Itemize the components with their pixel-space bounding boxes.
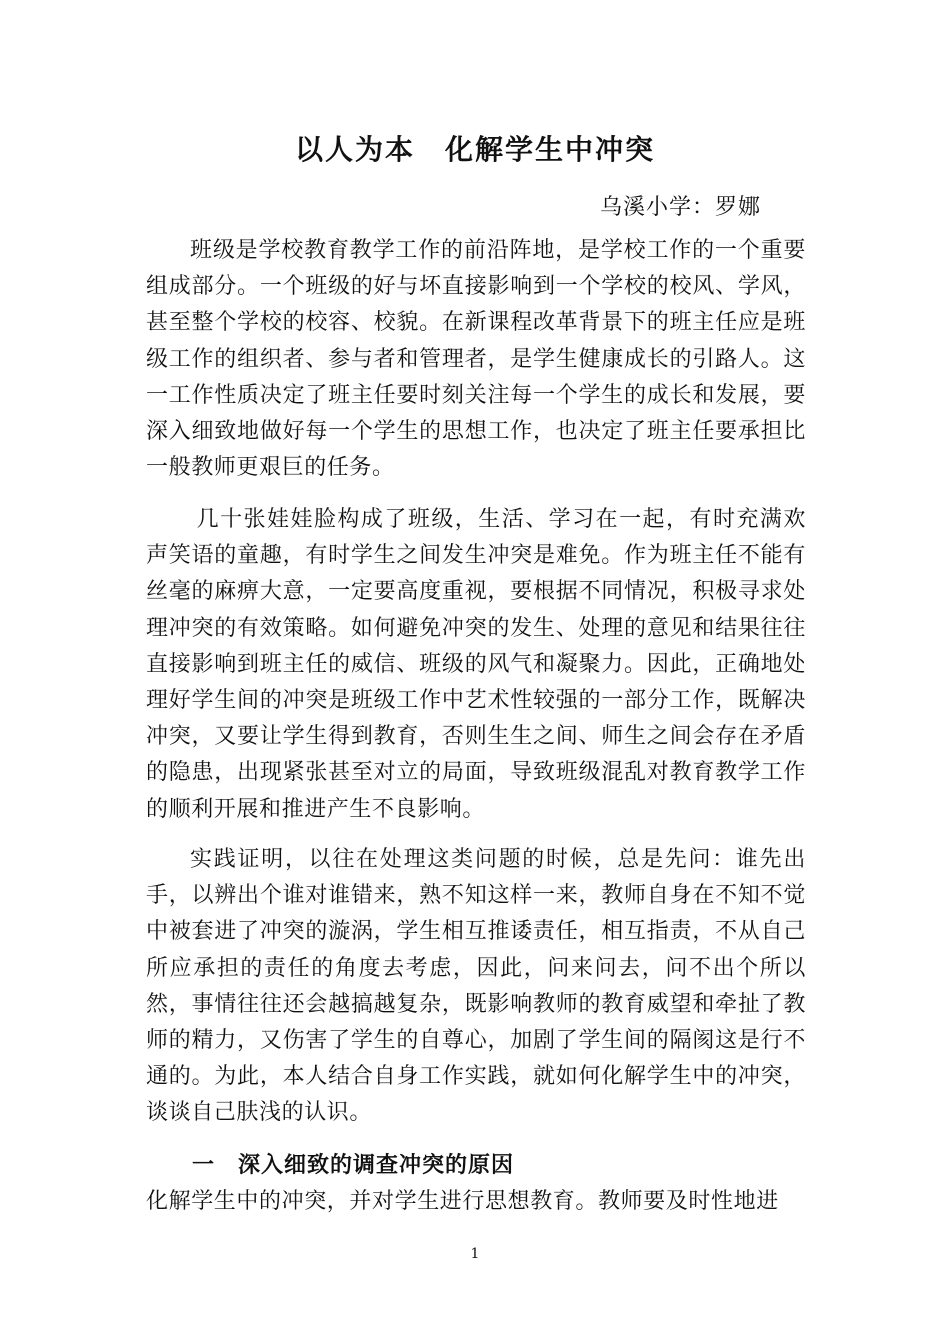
paragraph-4: 化解学生中的冲突，并对学生进行思想教育。教师要及时性地进: [146, 1189, 779, 1214]
page-number: 1: [470, 1246, 480, 1262]
paragraph-1: 班级是学校教育教学工作的前沿阵地，是学校工作的一个重要组成部分。一个班级的好与坏直接影响到一个学校的校风、学风，甚至整个学校的校容、校貌。在新课程改革背景下的班主任应是班级工作的组织者、参与者和管理者，是学生健康成长的引路人。这一工作性质决定了班主任要时刻关注每一个学生的成长和发展，要深入细致地做好每一个学生的思想工作，也决定了班主任要承担比一般教师更艰巨的任务。: [146, 238, 806, 481]
section-heading: 一 深入细致的调查冲突的原因: [192, 1152, 515, 1178]
author-line: 乌溪小学：罗娜: [600, 195, 762, 220]
paragraph-2: 几十张娃娃脸构成了班级，生活、学习在一起，有时充满欢声笑语的童趣，有时学生之间发生冲突是难免。作为班主任不能有丝毫的麻痹大意，一定要高度重视，要根据不同情况，积极寻求处理冲突的有效策略。如何避免冲突的发生、处理的意见和结果往往直接影响到班主任的威信、班级的风气和凝聚力。因此，正确地处理好学生间的冲突是班级工作中艺术性较强的一部分工作，既解决冲突，又要让学生得到教育，否则生生之间、师生之间会存在矛盾的隐患，出现紧张甚至对立的局面，导致班级混乱对教育教学工作的顺利开展和推进产生不良影响。: [146, 507, 806, 822]
paragraph-3: 实践证明，以往在处理这类问题的时候，总是先问：谁先出手，以辨出个谁对谁错来，熟不知这样一来，教师自身在不知不觉中被套进了冲突的漩涡，学生相互推诿责任，相互指责，不从自己所应承担的责任的角度去考虑，因此，问来问去，问不出个所以然，事情往往还会越搞越复杂，既影响教师的教育威望和牵扯了教师的精力，又伤害了学生的自尊心，加剧了学生间的隔阂这是行不通的。为此，本人结合自身工作实践，就如何化解学生中的冲突，谈谈自己肤浅的认识。: [146, 847, 806, 1126]
document-title: 以人为本 化解学生中冲突: [294, 133, 655, 166]
